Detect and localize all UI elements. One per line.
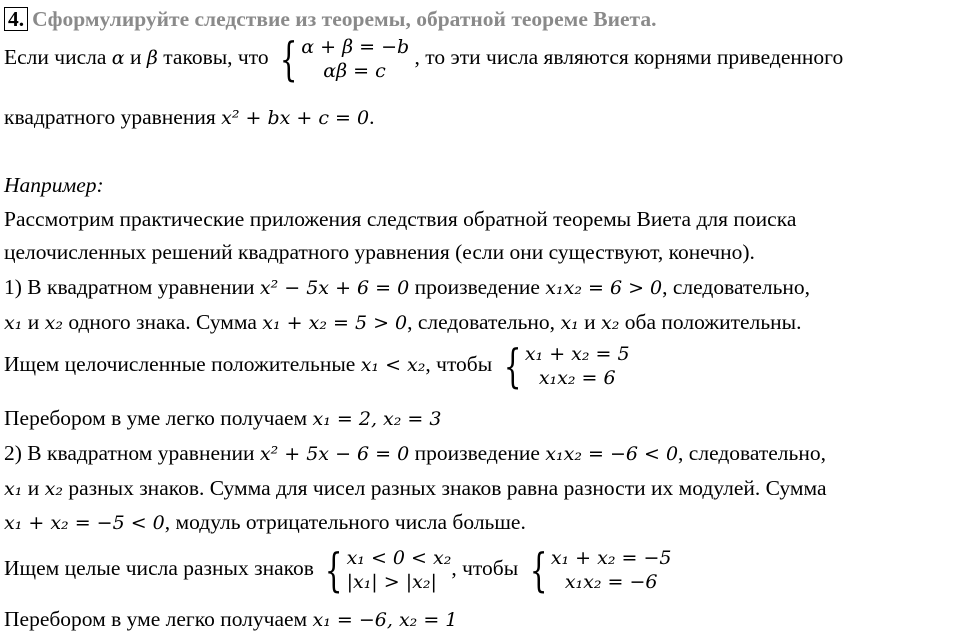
text: и bbox=[27, 310, 40, 334]
text: , следовательно, bbox=[407, 310, 556, 334]
text: , чтобы bbox=[425, 351, 493, 376]
ex1-line-2 bbox=[4, 309, 801, 336]
text: 1) В квадратном уравнении bbox=[4, 275, 255, 299]
text: произведение bbox=[414, 441, 540, 465]
math-alpha: α bbox=[111, 46, 125, 69]
ex2-line-5 bbox=[4, 606, 457, 633]
system-row: x₁ < 0 < x₂ bbox=[346, 547, 452, 569]
math-equation: x² + 5x − 6 = 0 bbox=[259, 443, 410, 465]
text: , чтобы bbox=[451, 555, 519, 580]
intro-line-2: целочисленных решений квадратного уравнения (если они существуют, конечно). bbox=[4, 240, 755, 264]
system-brace: { bbox=[529, 543, 547, 597]
text: оба положительны. bbox=[624, 310, 802, 334]
text: одного знака. Сумма bbox=[68, 310, 257, 334]
math-inequality: x₁ < x₂ bbox=[360, 353, 426, 376]
ex1-system bbox=[525, 342, 630, 390]
math-x1: x₁ bbox=[4, 478, 23, 500]
math-equation: x² − 5x + 6 = 0 bbox=[259, 277, 410, 299]
statement-line-1 bbox=[4, 32, 844, 86]
text: и bbox=[584, 310, 596, 334]
text: , следовательно, bbox=[662, 275, 811, 299]
statement-text: Если числа bbox=[4, 44, 107, 69]
text: , следовательно, bbox=[678, 441, 826, 465]
math-product: x₁x₂ = 6 > 0 bbox=[545, 277, 663, 299]
math-product: x₁x₂ = −6 < 0 bbox=[545, 443, 679, 465]
math-x1: x₁ bbox=[560, 312, 579, 334]
math-result: x₁ = 2, x₂ = 3 bbox=[312, 408, 442, 430]
text: Перебором в уме легко получаем bbox=[4, 607, 308, 631]
text: , модуль отрицательного числа больше. bbox=[164, 510, 526, 534]
statement-text: . bbox=[369, 105, 375, 129]
task-heading bbox=[4, 6, 656, 32]
system-brace: { bbox=[279, 32, 298, 86]
system-row: αβ = c bbox=[323, 60, 386, 82]
vieta-system bbox=[301, 35, 409, 83]
ex2-line-4 bbox=[4, 543, 672, 597]
statement-line-2 bbox=[4, 104, 374, 131]
statement-text: и bbox=[130, 44, 142, 69]
math-beta: β bbox=[146, 46, 158, 69]
system-row: α + β = −b bbox=[301, 36, 410, 58]
math-x2: x₂ bbox=[44, 312, 63, 334]
text: Ищем целочисленные положительные bbox=[4, 351, 356, 376]
math-x1: x₁ bbox=[4, 312, 23, 334]
system-row: x₁ + x₂ = 5 bbox=[524, 343, 630, 365]
statement-text: таковы, что bbox=[163, 44, 269, 69]
math-equation: x² + bx + c = 0 bbox=[221, 107, 370, 129]
text: произведение bbox=[414, 275, 540, 299]
intro-line-1: Рассмотрим практические приложения следствия обратной теоремы Виета для поиска bbox=[4, 207, 797, 231]
system-brace: { bbox=[503, 339, 521, 393]
text: и bbox=[27, 476, 40, 500]
task-number: 4. bbox=[4, 7, 28, 31]
example-label: Например: bbox=[4, 173, 104, 197]
text: Ищем целые числа разных знаков bbox=[4, 555, 314, 580]
text: разных знаков. Сумма для чисел разных знаков равна разности их модулей. Сумма bbox=[68, 476, 827, 500]
task-title: Сформулируйте следствие из теоремы, обратной теореме Виета. bbox=[32, 7, 657, 31]
ex2-line-1 bbox=[4, 440, 826, 467]
ex2-system-b bbox=[551, 546, 672, 594]
statement-text: квадратного уравнения bbox=[4, 105, 216, 129]
math-x2: x₂ bbox=[601, 312, 620, 334]
ex1-line-4 bbox=[4, 405, 441, 432]
math-sum: x₁ + x₂ = −5 < 0 bbox=[4, 512, 165, 534]
system-row: x₁ + x₂ = −5 bbox=[550, 547, 672, 569]
math-x2: x₂ bbox=[44, 478, 63, 500]
system-row: x₁x₂ = 6 bbox=[538, 367, 616, 389]
ex1-line-3 bbox=[4, 339, 630, 393]
statement-text: , то эти числа являются корнями приведенного bbox=[414, 44, 844, 69]
ex1-line-1 bbox=[4, 274, 810, 301]
text: Перебором в уме легко получаем bbox=[4, 406, 308, 430]
ex2-system-a bbox=[347, 546, 452, 594]
ex2-line-2 bbox=[4, 475, 827, 502]
math-result: x₁ = −6, x₂ = 1 bbox=[312, 609, 458, 631]
system-brace: { bbox=[325, 543, 343, 597]
system-row: |x₁| > |x₂| bbox=[346, 571, 437, 593]
ex2-line-3 bbox=[4, 509, 526, 536]
math-sum: x₁ + x₂ = 5 > 0 bbox=[262, 312, 408, 334]
system-row: x₁x₂ = −6 bbox=[564, 571, 658, 593]
text: 2) В квадратном уравнении bbox=[4, 441, 255, 465]
